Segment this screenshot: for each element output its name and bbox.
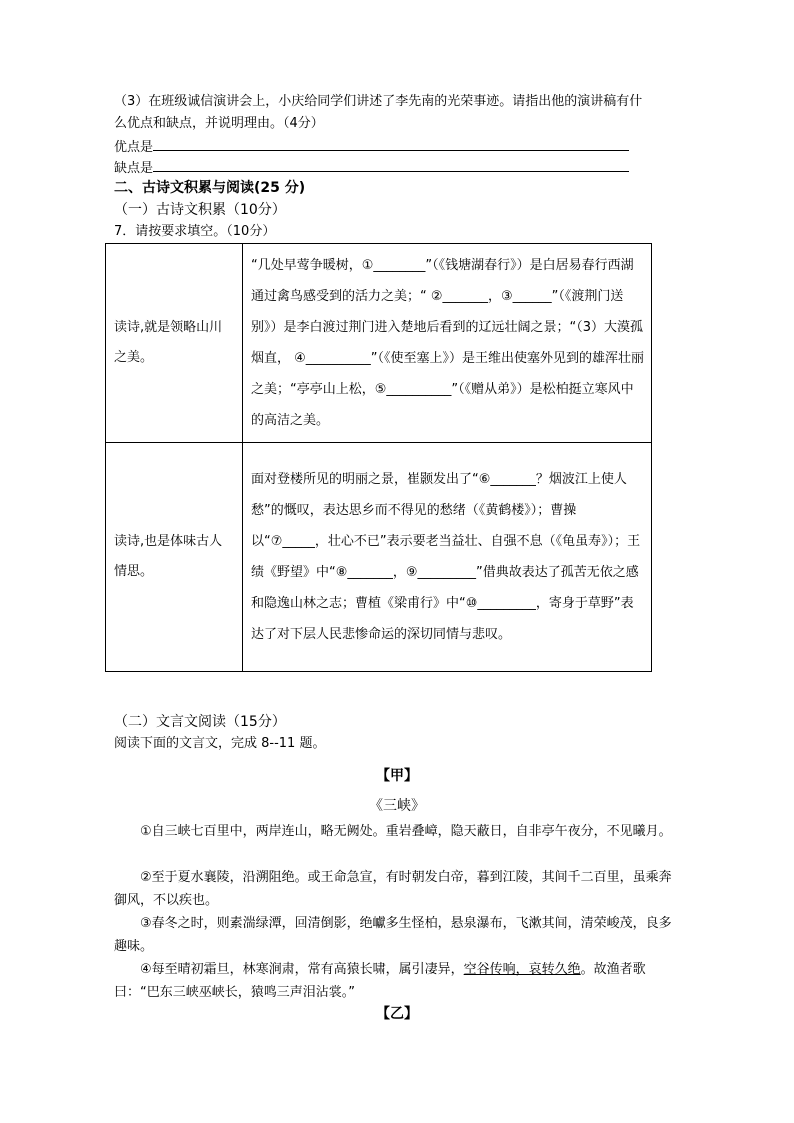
pros-label: 优点是 [114, 140, 154, 155]
row-1-theme: 读诗,就是领略山川之美。 [106, 244, 243, 443]
passage-paragraph-2: ②至于夏水襄陵，沿溯阻绝。或王命急宣，有时朝发白帝，暮到江陵，其间千二百里，虽乘奔御风，不以疾也。 [114, 870, 672, 908]
passage-jia-label: 【甲】 [376, 768, 418, 784]
pros-blank[interactable] [153, 136, 629, 151]
reading-instruction: 阅读下面的文言文，完成 8--11 题。 [114, 736, 326, 751]
cons-answer-line [114, 157, 629, 179]
table-row [106, 443, 652, 672]
passage-yi-label: 【乙】 [376, 1006, 418, 1022]
underlined-sentence: 空谷传响，哀转久绝 [463, 962, 581, 977]
paragraph-4-end: 。故渔者歌曰：“巴东三峡巫峡长，猿鸣三声泪沾裳。” [114, 962, 646, 1000]
cons-label: 缺点是 [114, 161, 154, 176]
row-1-content: “几处早莺争暖树，①________”（《钱塘湖春行》）是白居易春行西湖通过禽鸟感受到的活力之美；“ ②_______，③______”（《渡荆门送别》）是李白渡过荆门进入楚地后看到的辽远壮阔之景；“（3）大漠孤烟直， ④__________”（《使至塞上》）是王维出使塞外见到的雄浑壮丽之美；“亭亭山上松，⑤__________”（《赠从弟》）是松柏挺立寒风中的高洁之美。 [243, 244, 652, 443]
question-7-title: 7．请按要求填空。（10分） [114, 224, 276, 239]
passage-paragraph-4 [114, 958, 674, 1004]
passage-paragraph-1: ①自三峡七百里中，两岸连山，略无阙处。重岩叠嶂，隐天蔽日，自非亭午夜分，不见曦月。 [140, 824, 672, 839]
fill-in-table [105, 243, 652, 672]
row-2-theme: 读诗,也是体味古人情思。 [106, 443, 243, 672]
passage-title: 《三峡》 [369, 798, 425, 814]
subsection-1-title: （一）古诗文积累（10分） [114, 202, 286, 218]
passage-paragraph-3: ③春冬之时，则素湍绿潭，回清倒影，绝巘多生怪柏，悬泉瀑布，飞漱其间，清荣峻茂，良多趣味。 [114, 916, 672, 954]
question-3-line-1: （3）在班级诚信演讲会上，小庆给同学们讲述了李先南的光荣事迹。请指出他的演讲稿有什 [114, 94, 643, 109]
pros-answer-line [114, 136, 629, 158]
cons-blank[interactable] [153, 157, 629, 172]
question-3-line-2: 么优点和缺点，并说明理由。（4分） [114, 116, 324, 131]
table-row [106, 244, 652, 443]
section-2-title: 二、古诗文积累与阅读(25 分) [114, 180, 306, 196]
paragraph-4-start: ④每至晴初霜旦，林寒涧肃，常有高猿长啸，属引凄异， [140, 962, 464, 977]
subsection-2-title: （二）文言文阅读（15分） [114, 714, 286, 730]
row-2-content: 面对登楼所见的明丽之景，崔颢发出了“⑥_______？烟波江上使人愁”的慨叹，表达思乡而不得见的愁绪（《黄鹤楼》）；曹操以“⑦_____，壮心不已”表示要老当益壮、自强不息（《龟虽寿》）；王绩《野望》中“⑧_______，⑨_________”借典故表达了孤苦无依之感和隐逸山林之志；曹植《梁甫行》中“⑩_________，寄身于草野”表达了对下层人民悲惨命运的深切同情与悲叹。 [243, 443, 652, 672]
